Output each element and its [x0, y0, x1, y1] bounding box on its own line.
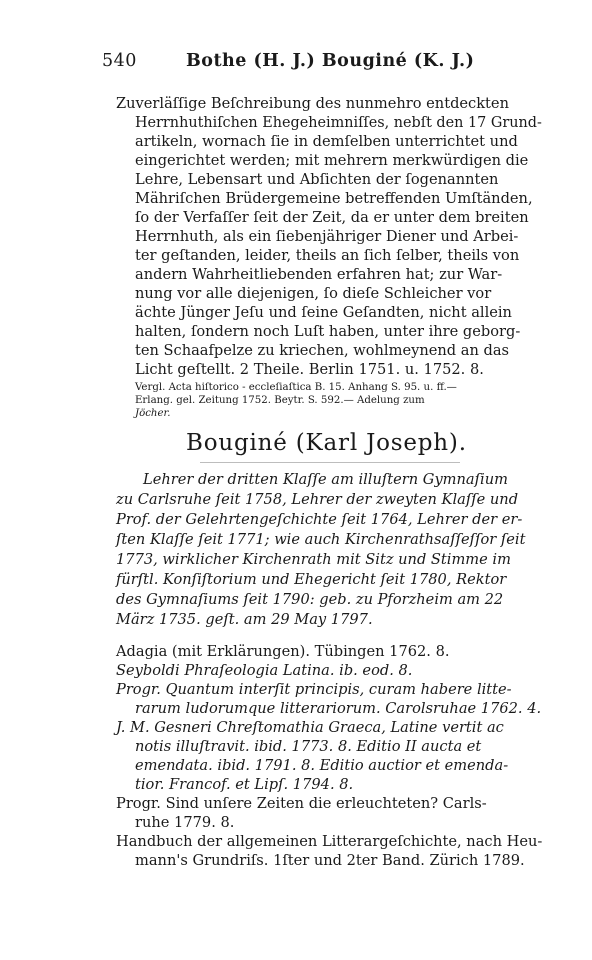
biography-line: 1773, wirklicher Kirchenrath mit Sitz und Stimme im	[116, 551, 511, 568]
running-title: Bothe (H. J.) Bouginé (K. J.)	[186, 51, 475, 71]
work-item: mann's Grundriſs. 1ſter und 2ter Band. Zürich 1789.	[135, 852, 525, 869]
work-item: Adagia (mit Erklärungen). Tübingen 1762. 8.	[116, 643, 450, 660]
biography-line: des Gymnaſiums ſeit 1790: geb. zu Pforzheim am 22	[116, 591, 504, 608]
entry-line: ter geſtanden, leider, theils an ſich ſelber, theils von	[135, 247, 520, 264]
entry-line: andern Wahrheitliebenden erfahren hat; zur War-	[135, 266, 503, 283]
entry-line: ſo der Verfaſſer ſeit der Zeit, da er unter dem breiten	[135, 209, 529, 226]
entry-line: ten Schaafpelze zu kriechen, wohlmeynend an das	[135, 342, 510, 359]
work-item: Progr. Sind unſere Zeiten die erleuchteten? Carls-	[116, 795, 487, 812]
entry-line: nung vor alle diejenigen, ſo dieſe Schleicher vor	[135, 285, 492, 302]
work-item: Progr. Quantum interſit principis, curam habere litte-	[116, 681, 512, 698]
entry-line: Zuverläſſige Beſchreibung des nunmehro entdeckten	[116, 95, 509, 112]
work-item: ruhe 1779. 8.	[135, 814, 235, 831]
work-item: J. M. Gesneri Chreſtomathia Graeca, Latine vertit ac	[116, 719, 504, 736]
work-item: Handbuch der allgemeinen Litterargeſchichte, nach Heu-	[116, 833, 543, 850]
entry-line: Herrnhuth, als ein ſiebenjähriger Diener und Arbei-	[135, 228, 519, 245]
biography-line: zu Carlsruhe ſeit 1758, Lehrer der zweyten Klaſſe und	[116, 491, 519, 508]
entry-line: Mähriſchen Brüdergemeine betreffenden Umſtänden,	[135, 190, 533, 207]
work-item: tior. Francof. et Lipſ. 1794. 8.	[135, 776, 354, 793]
page-number: 540	[102, 51, 137, 71]
reference-line: Jöcher.	[135, 408, 171, 419]
work-item: Seyboldi Phraſeologia Latina. ib. eod. 8.	[116, 662, 413, 679]
biography-line: Prof. der Gelehrtengeſchichte ſeit 1764, Lehrer der er-	[116, 511, 523, 528]
page-header	[102, 51, 502, 73]
entry-line: Herrnhuthiſchen Ehegeheimniſſes, nebſt den 17 Grund-	[135, 114, 542, 131]
entry-line: Licht geſtellt. 2 Theile. Berlin 1751. u. 1752. 8.	[135, 361, 484, 378]
entry-line: eingerichtet werden; mit mehrern merkwürdigen die	[135, 152, 529, 169]
reference-line: Erlang. gel. Zeitung 1752. Beytr. S. 592.— Adelung zum	[135, 395, 425, 406]
entry-heading: Bouginé (Karl Joseph).	[186, 430, 467, 456]
biography-line: ſten Klaſſe ſeit 1771; wie auch Kirchenrathsaſſeſſor ſeit	[116, 531, 526, 548]
biography-line: fürſtl. Konſiſtorium und Ehegericht ſeit 1780, Rektor	[116, 571, 507, 588]
biography-line: Lehrer der dritten Klaſſe am illuſtern Gymnaſium	[143, 471, 508, 488]
entry-line: halten, ſondern noch Luſt haben, unter ihre geborg-	[135, 323, 521, 340]
heading-divider	[200, 462, 460, 463]
entry-line: ächte Jünger Jeſu und ſeine Geſandten, nicht allein	[135, 304, 512, 321]
entry-line: Lehre, Lebensart und Abſichten der ſogenannten	[135, 171, 499, 188]
entry-line: artikeln, wornach ſie in demſelben unterrichtet und	[135, 133, 518, 150]
reference-line: Vergl. Acta hiſtorico - eccleſiaſtica B. 15. Anhang S. 95. u. ff.—	[135, 382, 457, 393]
work-item: emendata. ibid. 1791. 8. Editio auctior et emenda-	[135, 757, 509, 774]
work-item: notis illuſtravit. ibid. 1773. 8. Editio II aucta et	[135, 738, 482, 755]
biography-line: März 1735. geſt. am 29 May 1797.	[116, 611, 373, 628]
work-item: rarum ludorumque litterariorum. Carolsruhae 1762. 4.	[135, 700, 542, 717]
